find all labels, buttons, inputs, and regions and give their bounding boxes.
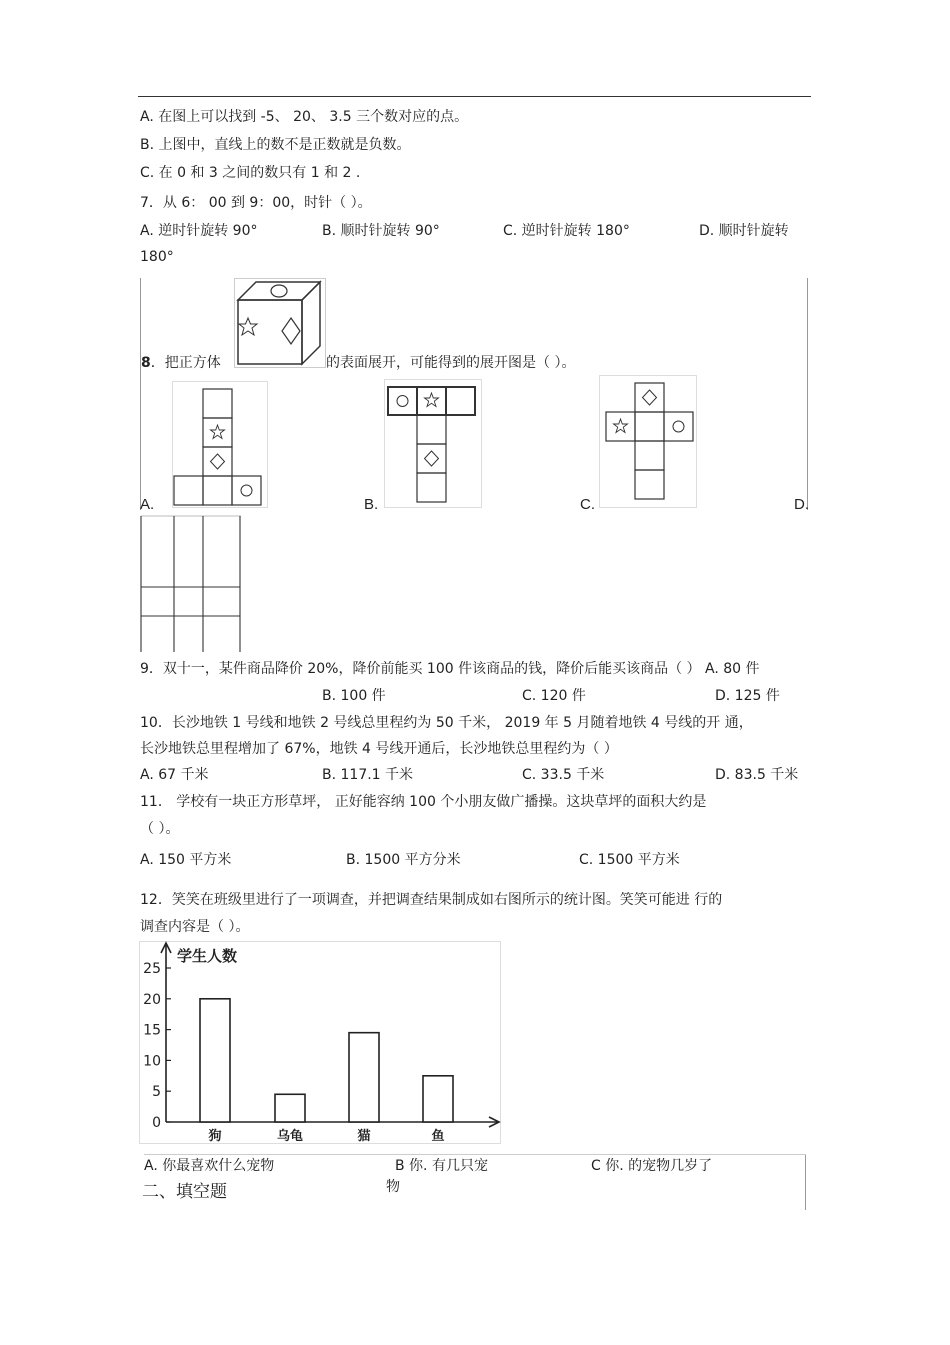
y-tick-label: 25 xyxy=(143,961,161,977)
q12-options-right-border xyxy=(805,1154,806,1210)
q8-number: 8 xyxy=(141,355,151,371)
q8-option-a-label: A. xyxy=(140,496,155,513)
q10-option-a: A. 67 千米 xyxy=(140,767,209,783)
section-title: 二、填空题 xyxy=(142,1182,227,1202)
net-c-figure xyxy=(599,375,697,508)
q8-right-border xyxy=(807,278,808,510)
y-tick-label: 20 xyxy=(143,991,161,1008)
q7-option-c: C. 逆时针旋转 180° xyxy=(503,223,630,239)
x-category-label: 猫 xyxy=(357,1129,371,1144)
bar-2 xyxy=(275,1094,305,1122)
top-rule xyxy=(138,96,811,97)
y-tick-label: 0 xyxy=(152,1115,161,1131)
q9-option-c: C. 120 件 xyxy=(522,688,586,704)
chart-title: 学生人数 xyxy=(177,947,238,965)
q12-option-b-line1: B 你. 有几只宠 xyxy=(395,1158,488,1174)
q8-stem-pre: ．把正方体 xyxy=(150,355,221,371)
net-b-figure xyxy=(384,379,482,508)
net-d-figure xyxy=(139,514,242,654)
q9-stem: 9．双十一，某件商品降价 20%，降价前能买 100 件该商品的钱，降价后能买该商品（ ） A. 80 件 xyxy=(140,661,760,677)
q8-option-b-label: B. xyxy=(364,496,379,513)
y-tick-label: 15 xyxy=(143,1022,161,1039)
q12-option-c: C 你. 的宠物几岁了 xyxy=(591,1158,713,1174)
q8-stem-post: 的表面展开，可能得到的展开图是（ ）。 xyxy=(326,355,576,371)
q8-option-d-label: D. xyxy=(794,496,809,513)
q10-option-b: B. 117.1 千米 xyxy=(322,767,414,783)
y-tick-label: 5 xyxy=(152,1084,161,1101)
q12-option-a: A. 你最喜欢什么宠物 xyxy=(144,1158,275,1174)
x-category-label: 乌龟 xyxy=(276,1129,304,1144)
q8-left-border xyxy=(140,278,141,510)
q10-stem-line2: 长沙地铁总里程增加了 67%，地铁 4 号线开通后，长沙地铁总里程约为（ ） xyxy=(140,741,618,757)
q12-stem-line1: 12．笑笑在班级里进行了一项调查，并把调查结果制成如右图所示的统计图。笑笑可能进 行的 xyxy=(140,892,723,908)
q11-option-b: B. 1500 平方分米 xyxy=(346,852,461,868)
x-category-label: 鱼 xyxy=(431,1129,445,1144)
q10-option-c: C. 33.5 千米 xyxy=(522,767,605,783)
q12-option-b-line2: 物 xyxy=(386,1179,400,1195)
x-category-label: 狗 xyxy=(208,1129,222,1144)
q7-stem: 7．从 6： 00 到 9：00，时针（ ）。 xyxy=(140,195,372,211)
net-a-figure xyxy=(172,381,268,508)
q7-option-b: B. 顺时针旋转 90° xyxy=(322,223,440,239)
q11-stem-line1: 11． 学校有一块正方形草坪， 正好能容纳 100 个小朋友做广播操。这块草坪的面积大约是 xyxy=(140,794,707,810)
cube-figure xyxy=(234,278,326,368)
q8-option-c-label: C. xyxy=(580,496,595,513)
q9-option-b: B. 100 件 xyxy=(322,688,386,704)
q11-option-c: C. 1500 平方米 xyxy=(579,852,680,868)
q6-option-c: C. 在 0 和 3 之间的数只有 1 和 2 . xyxy=(140,165,361,181)
q7-option-d-continued: 180° xyxy=(140,249,174,265)
q11-option-a: A. 150 平方米 xyxy=(140,852,232,868)
bar-3 xyxy=(349,1033,379,1122)
q10-stem-line1: 10．长沙地铁 1 号线和地铁 2 号线总里程约为 50 千米， 2019 年 5 月随着地铁 4 号线的开 通， xyxy=(140,715,753,731)
q11-stem-line2: （ ）。 xyxy=(140,821,180,837)
bar-4 xyxy=(423,1076,453,1122)
pet-bar-chart xyxy=(139,941,501,1144)
q6-option-a: A. 在图上可以找到 -5、 20、 3.5 三个数对应的点。 xyxy=(140,109,469,125)
q7-option-d: D. 顺时针旋转 xyxy=(699,223,789,239)
q7-option-a: A. 逆时针旋转 90° xyxy=(140,223,258,239)
q6-option-b: B. 上图中，直线上的数不是正数就是负数。 xyxy=(140,137,411,153)
q10-option-d: D. 83.5 千米 xyxy=(715,767,799,783)
bar-1 xyxy=(200,999,230,1122)
y-tick-label: 10 xyxy=(143,1053,161,1070)
q8-stem-start xyxy=(141,352,221,372)
q9-option-d: D. 125 件 xyxy=(715,688,780,704)
q12-stem-line2: 调查内容是（ ）。 xyxy=(140,919,250,935)
